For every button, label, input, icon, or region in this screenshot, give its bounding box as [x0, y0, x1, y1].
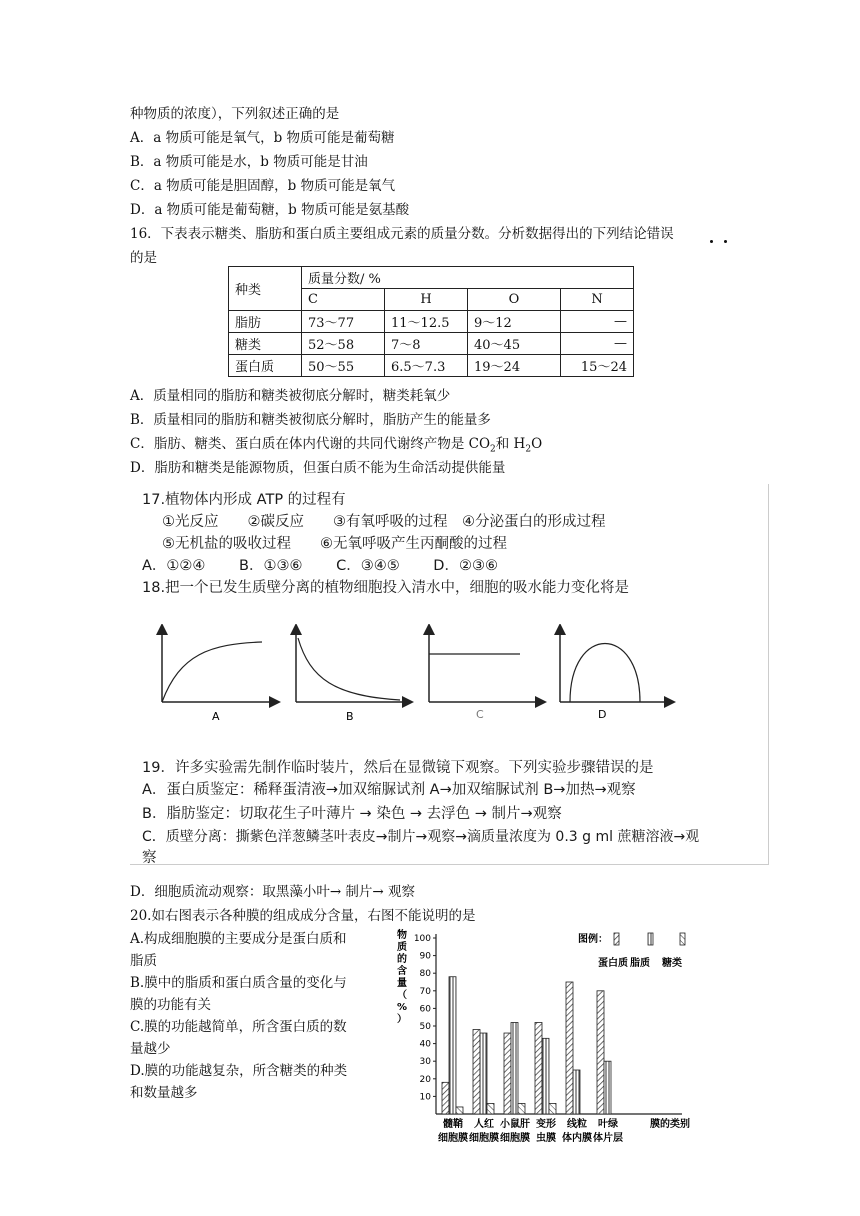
bar-脂质: [542, 1038, 549, 1114]
bar-脂质: [449, 977, 456, 1114]
emphasis-dots: [707, 240, 729, 244]
q20-option-a-2: 脂质: [130, 953, 157, 969]
q19-option-a: A．蛋白质鉴定：稀释蛋清液→加双缩脲试剂 A→加双缩脲试剂 B→加热→观察: [142, 782, 636, 798]
y-axis-label-char: ）: [397, 1014, 407, 1025]
bar-糖类: [549, 1103, 556, 1114]
graph-b: [296, 629, 408, 702]
subscript: 2: [490, 444, 496, 455]
q15-option-d: D．a 物质可能是葡萄糖，b 物质可能是氨基酸: [130, 202, 410, 218]
chart-legend: [578, 932, 685, 969]
bar-糖类: [518, 1103, 525, 1114]
q20-option-d-2: 和数量越多: [130, 1085, 198, 1101]
q20-option-c-2: 量越少: [130, 1041, 171, 1057]
q17-stem: 17.植物体内形成 ATP 的过程有: [142, 492, 346, 508]
cell-o: 9～12: [468, 311, 561, 333]
y-axis-label-char: %: [396, 1002, 408, 1013]
q16-option-d: D．脂肪和糖类是能源物质，但蛋白质不能为生命活动提供能量: [130, 460, 506, 476]
cell-o: 19～24: [468, 355, 561, 377]
q19-option-d: D．细胞质流动观察：取黑藻小叶→ 制片→ 观察: [130, 884, 416, 900]
cell-h: 7～8: [385, 333, 468, 355]
graph-label-b: B: [346, 710, 354, 723]
q15-option-a: A．a 物质可能是氧气，b 物质可能是葡萄糖: [130, 130, 395, 146]
legend-label: 糖类: [662, 958, 682, 969]
y-tick-label: 90: [419, 951, 431, 962]
q16-stem-2: 的是: [130, 250, 157, 266]
y-tick-label: 80: [419, 969, 431, 980]
bar-脂质: [604, 1061, 611, 1114]
q15-stem-tail: 种物质的浓度），下列叙述正确的是: [130, 106, 340, 122]
q16-option-c-text: C．脂肪、糖类、蛋白质在体内代谢的共同代谢终产物是 CO: [130, 436, 491, 452]
bar-蛋白质: [566, 982, 573, 1114]
bar-糖类: [487, 1103, 494, 1114]
q15-option-c: C．a 物质可能是胆固醇，b 物质可能是氧气: [130, 178, 396, 194]
x-tick-label: 叶绿: [598, 1119, 618, 1130]
x-tick-label: 小鼠肝: [500, 1119, 530, 1130]
q17-items-1: ①光反应 ②碳反应 ③有氧呼吸的过程 ④分泌蛋白的形成过程: [162, 514, 606, 530]
y-axis-label-char: 的: [397, 954, 407, 965]
y-axis-label-char: 量: [397, 978, 407, 989]
q17-options: A．①②④ B．①③⑥ C．③④⑤ D．②③⑥: [142, 558, 498, 574]
x-tick-label: 变形: [536, 1119, 556, 1130]
q16-stem: 16．下表表示糖类、脂肪和蛋白质主要组成元素的质量分数。分析数据得出的下列结论错误: [130, 226, 674, 242]
table-row: [229, 355, 634, 377]
legend-swatch: [680, 933, 685, 945]
table-row: [229, 333, 634, 355]
table-row: [229, 311, 634, 333]
y-tick-label: 20: [419, 1074, 431, 1085]
graph-label-d: D: [598, 708, 607, 721]
q16-option-a: A．质量相同的脂肪和糖类被彻底分解时，糖类耗氧少: [130, 388, 451, 404]
row-name: 糖类: [229, 333, 302, 355]
x-tick-label: 体片层: [593, 1133, 623, 1144]
row-name: 脂肪: [229, 311, 302, 333]
y-axis-label-char: （: [397, 990, 407, 1001]
y-axis-label-char: 质: [397, 942, 407, 953]
header-n: N: [561, 289, 634, 311]
x-tick-label: 体内膜: [562, 1133, 592, 1144]
cell-c: 73～77: [302, 311, 385, 333]
header-mass-fraction: 质量分数/ %: [302, 267, 634, 289]
q19-option-b: B．脂肪鉴定：切取花生子叶薄片 → 染色 → 去浮色 → 制片→观察: [142, 806, 562, 822]
q17-items-2: ⑤无机盐的吸收过程 ⑥无氧呼吸产生丙酮酸的过程: [162, 536, 507, 552]
bar-蛋白质: [535, 1022, 542, 1114]
graph-d: [560, 629, 670, 702]
header-kind: 种类: [229, 267, 302, 311]
q16-option-c-text: 和 H: [495, 436, 526, 452]
bar-蛋白质: [504, 1033, 511, 1114]
bar-脂质: [511, 1022, 518, 1114]
cell-c: 50～55: [302, 355, 385, 377]
legend-label: 蛋白质: [598, 958, 628, 969]
legend-title: 图例：: [578, 934, 608, 945]
legend-swatch: [648, 933, 653, 945]
cell-h: 11～12.5: [385, 311, 468, 333]
cell-n: 15～24: [561, 355, 634, 377]
cell-o: 40～45: [468, 333, 561, 355]
q20-option-b-2: 膜的功能有关: [130, 997, 211, 1013]
x-tick-label: 细胞膜: [500, 1133, 530, 1144]
bar-蛋白质: [442, 1082, 449, 1114]
cell-c: 52～58: [302, 333, 385, 355]
q20-option-a: A.构成细胞膜的主要成分是蛋白质和: [130, 931, 347, 947]
bar-糖类: [456, 1107, 463, 1114]
q16-option-b: B．质量相同的脂肪和糖类被彻底分解时，脂肪产生的能量多: [130, 412, 491, 428]
y-tick-label: 60: [419, 1004, 431, 1015]
legend-label: 脂质: [630, 958, 650, 969]
membrane-composition-chart: [392, 924, 692, 1154]
y-tick-label: 40: [419, 1039, 431, 1050]
y-axis-label: [397, 928, 407, 1025]
x-tick-label: 虫膜: [536, 1133, 556, 1144]
q18-graphs: [150, 624, 770, 724]
cell-n: —: [561, 311, 634, 333]
graph-c: [429, 629, 541, 702]
q19-option-c: C．质壁分离：撕紫色洋葱鳞茎叶表皮→制片→观察→滴质量浓度为 0.3 g ml 蔗糖溶液→观: [142, 829, 700, 845]
q19-stem: 19．许多实验需先制作临时装片，然后在显微镜下观察。下列实验步骤错误的是: [142, 760, 654, 776]
y-axis-label-char: 物: [397, 930, 407, 941]
q18-stem: 18.把一个已发生质壁分离的植物细胞投入清水中，细胞的吸水能力变化将是: [142, 580, 630, 596]
cell-n: —: [561, 333, 634, 355]
cell-h: 6.5～7.3: [385, 355, 468, 377]
y-tick-label: 100: [413, 934, 431, 944]
q20-option-d: D.膜的功能越复杂，所含糖类的种类: [130, 1063, 348, 1079]
q16-option-c: [130, 434, 542, 460]
scanned-question-block: [130, 484, 769, 865]
graph-a: [162, 629, 275, 702]
y-axis-label-char: 含: [397, 966, 407, 977]
x-tick-label: 细胞膜: [469, 1133, 499, 1144]
q20-option-b: B.膜中的脂质和蛋白质含量的变化与: [130, 975, 347, 991]
legend-swatch: [614, 933, 619, 945]
header-c: C: [302, 289, 385, 311]
q16-option-c-text: O: [531, 436, 543, 452]
y-tick-label: 50: [419, 1022, 431, 1032]
y-tick-label: 30: [419, 1057, 431, 1068]
header-o: O: [468, 289, 561, 311]
x-tick-label: 髓鞘: [443, 1119, 463, 1130]
composition-table: [228, 266, 634, 377]
y-tick-label: 10: [419, 1092, 431, 1103]
x-tick-label: 细胞膜: [438, 1133, 468, 1144]
header-h: H: [385, 289, 468, 311]
x-axis-label: 膜的类别: [650, 1119, 690, 1130]
q20-stem: 20.如右图表示各种膜的组成成分含量，右图不能说明的是: [130, 908, 476, 924]
q15-option-b: B．a 物质可能是水，b 物质可能是甘油: [130, 154, 368, 170]
row-name: 蛋白质: [229, 355, 302, 377]
q19-option-c-2: 察: [142, 850, 157, 866]
x-tick-label: 线粒: [567, 1119, 587, 1130]
graph-label-a: A: [212, 710, 220, 723]
bar-蛋白质: [473, 1030, 480, 1114]
bar-蛋白质: [597, 991, 604, 1114]
y-tick-label: 70: [419, 986, 431, 997]
bar-脂质: [573, 1070, 580, 1114]
q20-option-c: C.膜的功能越简单，所含蛋白质的数: [130, 1019, 347, 1035]
graph-label-c: C: [476, 708, 484, 721]
chart-bars: [442, 977, 611, 1114]
subscript: 2: [525, 444, 532, 455]
x-tick-label: 人红: [474, 1119, 494, 1130]
bar-脂质: [480, 1033, 487, 1114]
